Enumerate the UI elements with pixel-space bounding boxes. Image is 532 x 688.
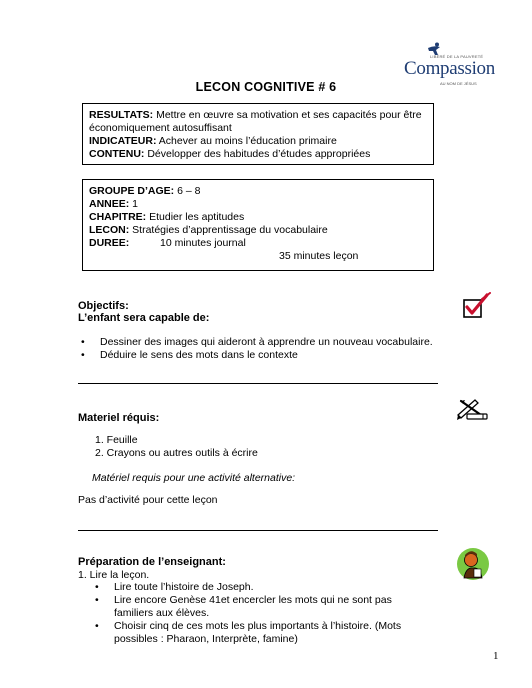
objectifs-subheading: L’enfant sera capable de: [78,312,210,324]
logo-brand: Compassion [404,58,495,79]
preparation-heading: Préparation de l’enseignant: [78,556,226,568]
logo-tagline-top: LIBÉRÉ DE LA PAUVRETÉ [430,54,484,59]
logo-tagline-bottom: AU NOM DE JÉSUS [440,81,477,86]
duree-journal: 10 minutes journal [160,237,246,249]
materiel-alt-text: Pas d’activité pour cette leçon [78,494,218,506]
groupe-label: GROUPE D’AGE: [89,185,175,197]
lecon-text: Stratégies d’apprentissage du vocabulaire [129,224,328,236]
page-title: LECON COGNITIVE # 6 [195,80,337,94]
page-number: 1 [493,650,499,662]
list-item: • Dessiner des images qui aideront à apprendre un nouveau vocabulaire. [78,336,458,349]
checkmark-icon [462,292,492,320]
materiel-heading: Materiel réquis: [78,412,160,424]
contenu-text: Développer des habitudes d’études appropriées [144,148,371,160]
duree-line [89,237,427,250]
contenu-label: CONTENU: [89,148,145,160]
list-item: • Lire toute l’histoire de Joseph. [92,581,412,594]
indicateur-text: Achever au moins l’éducation primaire [156,135,337,147]
list-item: 1. Feuille [95,434,138,446]
lesson-info-box [82,179,434,271]
duree-lecon: 35 minutes leçon [279,250,359,262]
chapitre-label: CHAPITRE: [89,211,147,223]
indicateur-line [89,135,427,148]
preparation-step: 1. Lire la leçon. [78,569,150,581]
duree-label: DUREE: [89,237,130,249]
preparation-list [92,581,412,646]
indicateur-label: INDICATEUR: [89,135,157,147]
annee-label: ANNEE: [89,198,130,210]
list-item: • Choisir cinq de ces mots les plus importants à l’histoire. (Mots possibles : Pharaon, Interprète, famine) [92,620,412,646]
pencil-tools-icon [455,397,489,421]
resultats-line [89,109,427,135]
objectifs-heading: Objectifs: [78,300,129,312]
list-item: 2. Crayons ou autres outils à écrire [95,447,258,459]
resultats-label: RESULTATS: [89,109,154,121]
objectifs-list [78,336,458,362]
groupe-line [89,185,427,198]
lecon-line [89,224,427,237]
section-divider [78,383,438,384]
contenu-line [89,148,427,161]
annee-text: 1 [129,198,139,210]
materiel-list [95,434,258,460]
chapitre-line [89,211,427,224]
list-item: • Lire encore Genèse 41et encercler les mots qui ne sont pas familiers aux élèves. [92,594,412,620]
materiel-alt-heading: Matériel requis pour une activité alternative: [92,472,296,484]
section-divider [78,530,438,531]
chapitre-text: Etudier les aptitudes [146,211,245,223]
groupe-text: 6 – 8 [174,185,201,197]
list-item: • Déduire le sens des mots dans le contexte [78,349,458,362]
teacher-icon [456,546,490,582]
resultats-text: Mettre en œuvre sa motivation et ses capacités pour être économiquement autosuffisant [89,109,422,134]
annee-line [89,198,427,211]
results-box [82,103,434,165]
lecon-label: LECON: [89,224,130,236]
